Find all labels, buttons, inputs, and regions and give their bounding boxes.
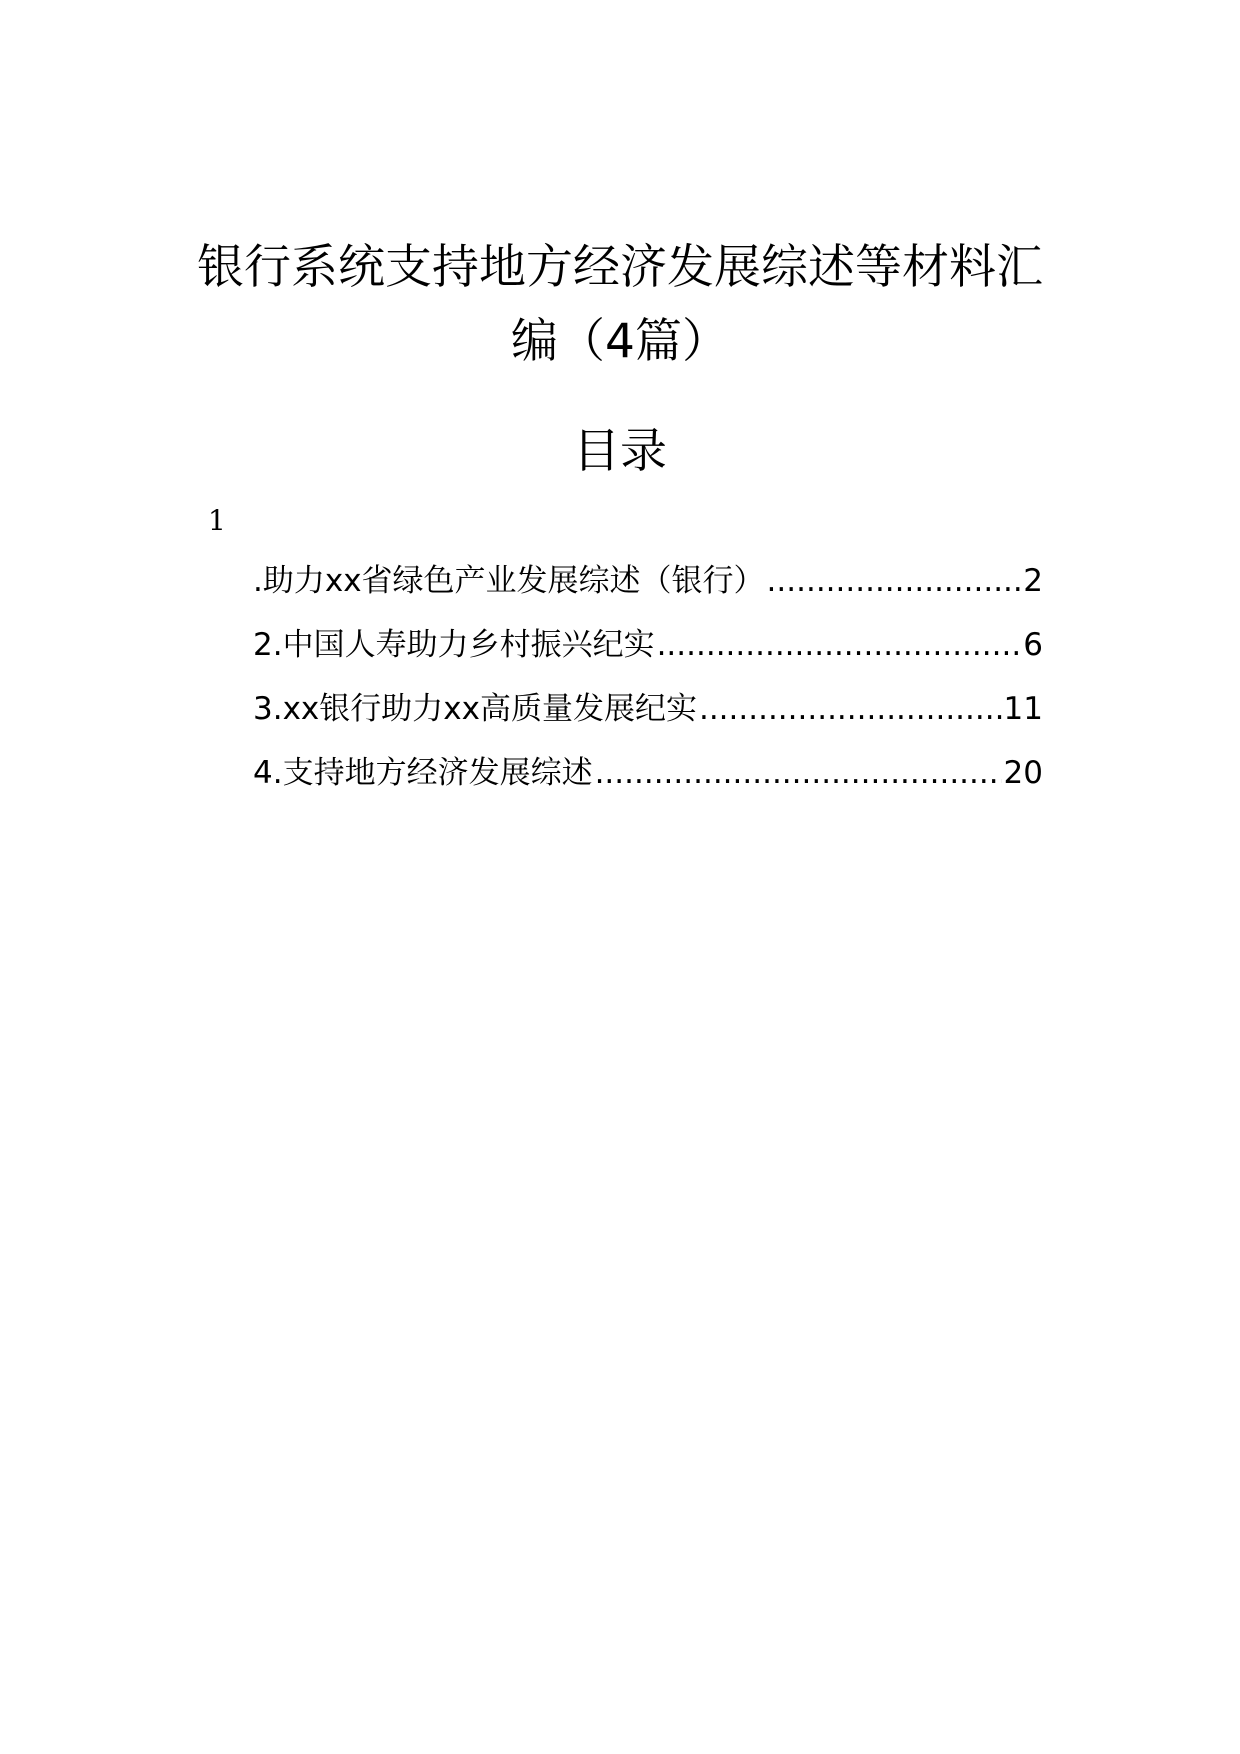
toc-entry-page: 2 xyxy=(1023,563,1043,599)
stray-number: 1 xyxy=(208,504,226,537)
toc-entry-title: 3.xx银行助力xx高质量发展纪实 xyxy=(253,691,697,727)
toc-dot-leader xyxy=(699,683,1002,735)
document-title xyxy=(150,231,1090,379)
toc-heading: 目录 xyxy=(573,424,667,479)
toc-entry-page: 20 xyxy=(1003,755,1043,791)
toc-dot-leader xyxy=(767,555,1022,607)
toc-entry-title: .助力xx省绿色产业发展综述（银行） xyxy=(253,563,765,599)
toc-entry-4[interactable] xyxy=(253,747,1043,811)
toc-entry-1[interactable] xyxy=(253,555,1043,619)
toc-entry-2[interactable] xyxy=(253,619,1043,683)
toc-dot-leader xyxy=(657,619,1022,671)
toc-entry-3[interactable] xyxy=(253,683,1043,747)
document-title-line-2: 编（4篇） xyxy=(511,314,729,370)
toc-entry-title: 2.中国人寿助力乡村振兴纪实 xyxy=(253,627,655,663)
document-title-line-1: 银行系统支持地方经济发展综述等材料汇 xyxy=(197,240,1043,296)
toc-dot-leader xyxy=(595,747,1002,799)
table-of-contents xyxy=(253,555,1043,811)
toc-entry-page: 6 xyxy=(1023,627,1043,663)
toc-entry-page: 11 xyxy=(1003,691,1043,727)
toc-entry-title: 4.支持地方经济发展综述 xyxy=(253,755,593,791)
